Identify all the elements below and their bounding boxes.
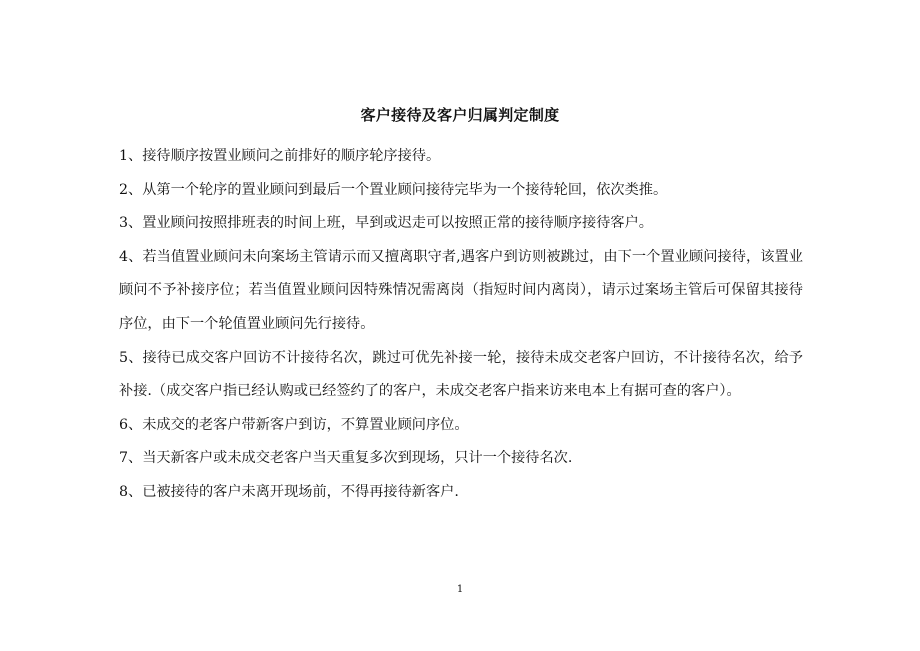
page-number: 1 [456,584,464,595]
rule-paragraph-4: 4、若当值置业顾问未向案场主管请示而又擅离职守者,遇客户到访则被跳过，由下一个置业顾问接待，该置业顾问不予补接序位；若当值置业顾问因特殊情况需离岗（指短时间内离岗），请示过案场主管后可保留其接待序位，由下一个轮值置业顾问先行接待。 [119,248,803,332]
rule-paragraph-2: 2、从第一个轮序的置业顾问到最后一个置业顾问接待完毕为一个接待轮回，依次类推。 [119,181,668,198]
rule-paragraph-6: 6、未成交的老客户带新客户到访，不算置业顾问序位。 [119,416,469,433]
rule-paragraph-5: 5、接待已成交客户回访不计接待名次，跳过可优先补接一轮，接待未成交老客户回访，不计接待名次，给予补接.（成交客户指已经认购或已经签约了的客户，未成交老客户指来访来电本上有据可查的客户）。 [119,349,803,400]
rule-paragraph-7: 7、当天新客户或未成交老客户当天重复多次到现场，只计一个接待名次. [119,450,573,467]
rule-paragraph-1: 1、接待顺序按置业顾问之前排好的顺序轮序接待。 [119,148,441,164]
document-body [119,140,803,510]
document-title: 客户接待及客户归属判定制度 [360,106,560,124]
rule-paragraph-8: 8、已被接待的客户未离开现场前，不得再接待新客户. [119,483,459,500]
rule-paragraph-3: 3、置业顾问按照排班表的时间上班，早到或迟走可以按照正常的接待顺序接待客户。 [119,215,653,232]
